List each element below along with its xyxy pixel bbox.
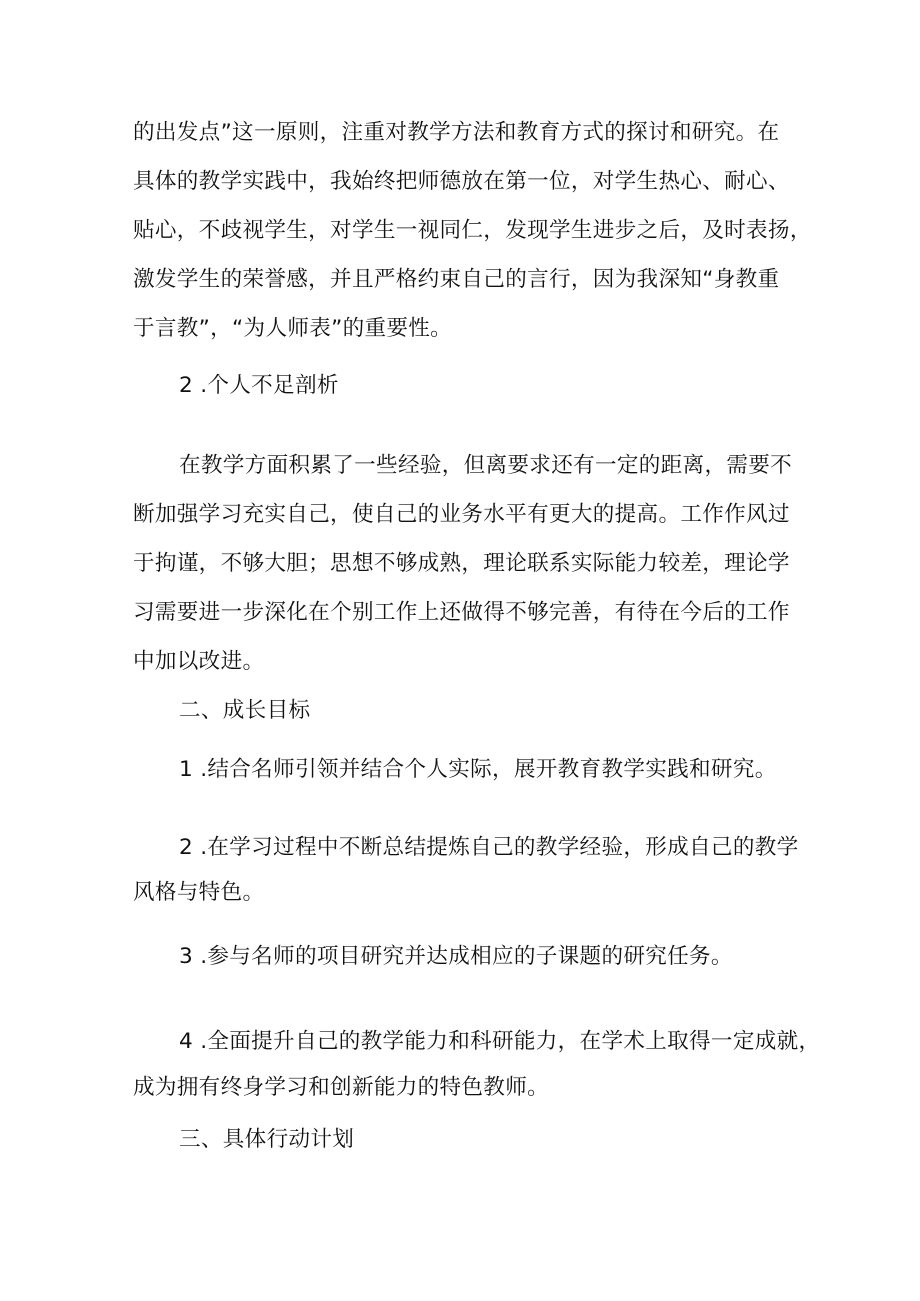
section-heading-action-plan: 三、具体行动计划 [179,1127,355,1152]
paragraph-line: 断加强学习充实自己，使自己的业务水平有更大的提高。工作作风过 [133,502,790,527]
goal-item-4: 4 .全面提升自己的教学能力和科研能力，在学术上取得一定成就， [179,1029,821,1054]
paragraph-line: 习需要进一步深化在个别工作上还做得不够完善，有待在今后的工作 [133,600,790,625]
paragraph-line: 具体的教学实践中，我始终把师德放在第一位，对学生热心、耐心、 [133,169,790,194]
paragraph-line: 在教学方面积累了一些经验，但离要求还有一定的距离，需要不 [179,453,793,478]
goal-item-2-continued: 风格与特色。 [133,880,265,905]
paragraph-line: 激发学生的荣誉感，并且严格约束自己的言行，因为我深知“身教重 [133,267,780,292]
paragraph-line: 的出发点”这一原则，注重对教学方法和教育方式的探讨和研究。在 [133,120,780,145]
paragraph-line: 于拘谨，不够大胆；思想不够成熟，理论联系实际能力较差，理论学 [133,551,790,576]
paragraph-line: 于言教”，“为人师表”的重要性。 [133,316,453,341]
paragraph-line: 贴心，不歧视学生，对学生一视同仁，发现学生进步之后，及时表扬， [133,218,812,243]
goal-item-3: 3 .参与名师的项目研究并达成相应的子课题的研究任务。 [179,944,733,969]
goal-item-4-continued: 成为拥有终身学习和创新能力的特色教师。 [133,1075,549,1100]
goal-item-1: 1 .结合名师引领并结合个人实际，展开教育教学实践和研究。 [179,757,777,782]
goal-item-2: 2 .在学习过程中不断总结提炼自己的教学经验，形成自己的教学 [179,835,799,860]
paragraph-line: 中加以改进。 [133,649,265,674]
section-heading-shortcomings: 2 .个人不足剖析 [179,373,339,398]
section-heading-growth-goals: 二、成长目标 [179,698,311,723]
